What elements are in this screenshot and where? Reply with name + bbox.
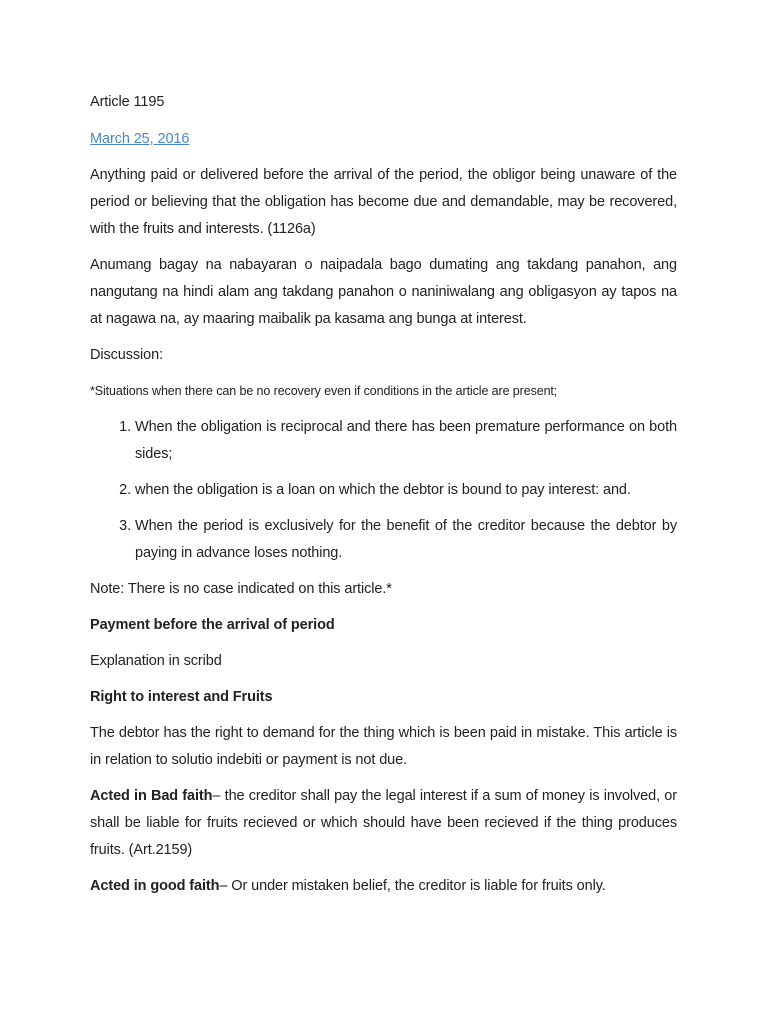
bad-faith-paragraph bbox=[90, 783, 677, 864]
good-faith-text: – Or under mistaken belief, the creditor is liable for fruits only. bbox=[219, 878, 606, 894]
list-item: 2. when the obligation is a loan on which the debtor is bound to pay interest: and. bbox=[135, 477, 677, 504]
good-faith-paragraph bbox=[90, 873, 677, 900]
date-link[interactable]: March 25, 2016 bbox=[90, 131, 190, 147]
right-heading: Right to interest and Fruits bbox=[90, 689, 273, 705]
situations-list bbox=[90, 414, 677, 567]
payment-heading: Payment before the arrival of period bbox=[90, 617, 335, 633]
bad-faith-text: – the creditor shall pay the legal interest if a sum of money is involved, or shall be liable for fruits recieved or which should have been recieved if the thing produces fruits. (Art.2159) bbox=[90, 788, 677, 858]
situations-intro: *Situations when there can be no recovery even if conditions in the article are present; bbox=[90, 384, 558, 398]
english-text: Anything paid or delivered before the arrival of the period, the obligor being unaware of the period or believing that the obligation has become due and demandable, may be recovered, with the fruits and interests. (1126a) bbox=[90, 167, 677, 237]
filipino-text: Anumang bagay na nabayaran o naipadala bago dumating ang takdang panahon, ang nangutang na hindi alam ang takdang panahon o naniniwalang ang obligasyon ay tapos na at nagawa na, ay maaring maibalik pa kasama ang bunga at interest. bbox=[90, 257, 677, 327]
list-item: 3. When the period is exclusively for the benefit of the creditor because the debtor by paying in advance loses nothing. bbox=[135, 513, 677, 567]
right-text: The debtor has the right to demand for the thing which is been paid in mistake. This article is in relation to solutio indebiti or payment is not due. bbox=[90, 725, 677, 768]
note-text: Note: There is no case indicated on this article.* bbox=[90, 581, 392, 597]
article-title: Article 1195 bbox=[90, 94, 165, 110]
explanation-text: Explanation in scribd bbox=[90, 653, 222, 669]
discussion-heading: Discussion: bbox=[90, 347, 164, 363]
good-faith-label: Acted in good faith bbox=[90, 878, 220, 894]
list-item: 1. When the obligation is reciprocal and there has been premature performance on both sides; bbox=[135, 414, 677, 468]
bad-faith-label: Acted in Bad faith bbox=[90, 788, 213, 804]
document-body bbox=[90, 89, 677, 909]
